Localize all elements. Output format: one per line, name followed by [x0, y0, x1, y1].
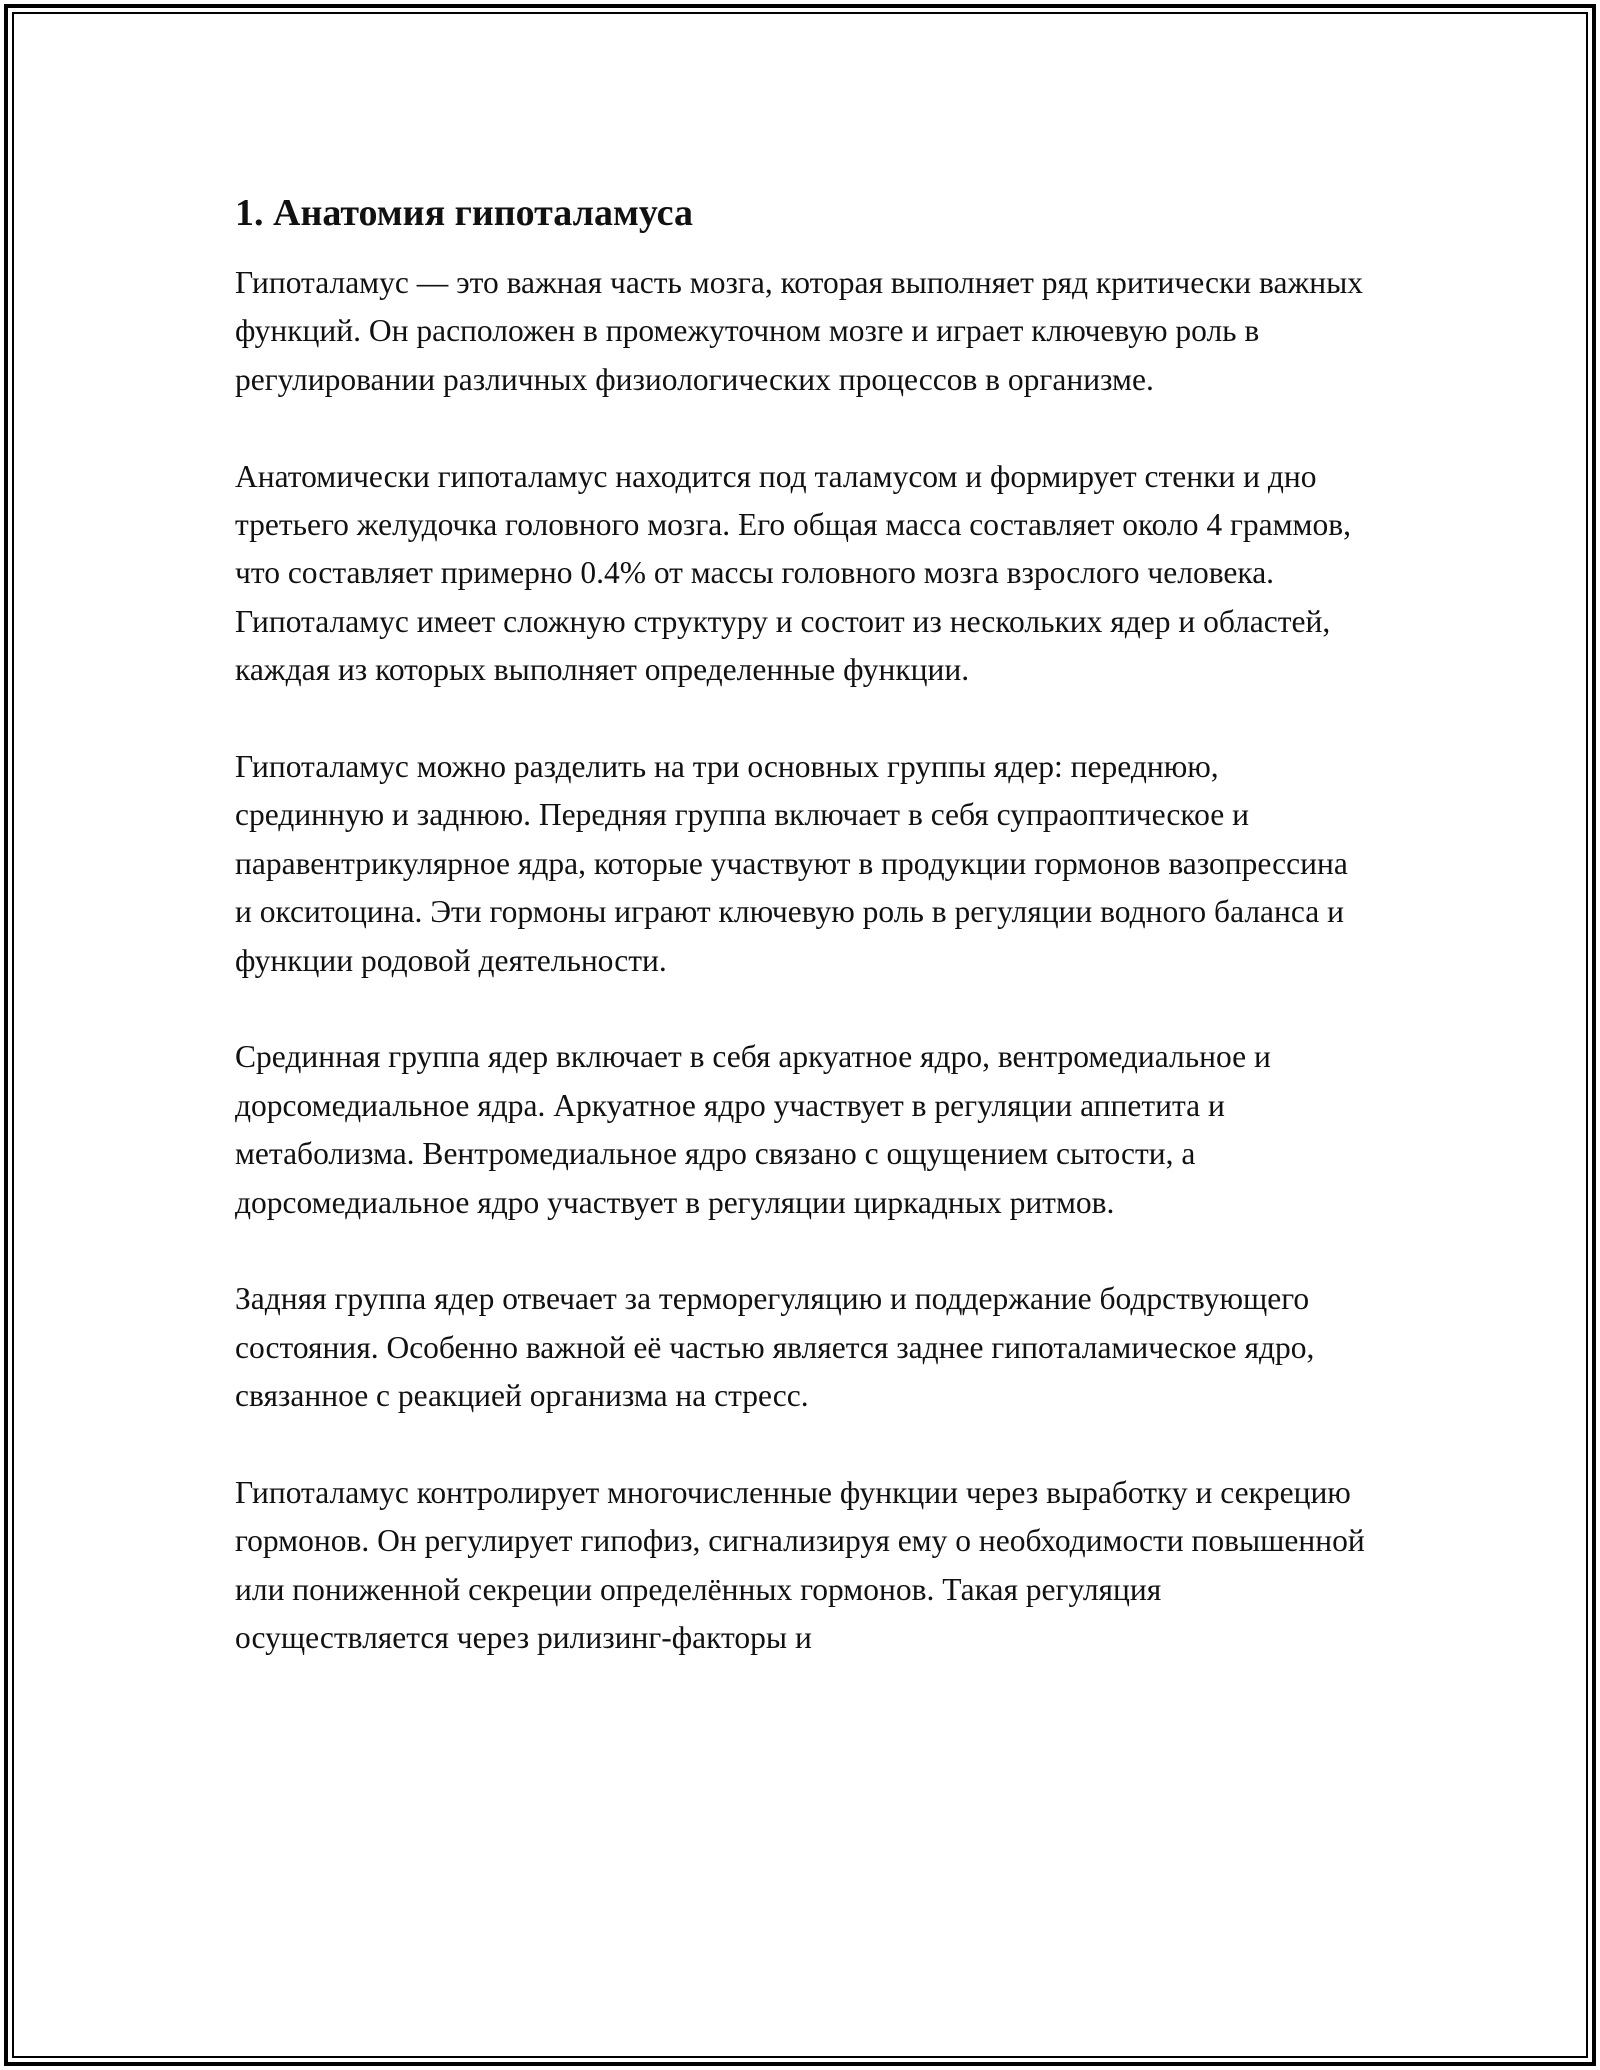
paragraph: Гипоталамус можно разделить на три основных группы ядер: переднюю, срединную и заднюю. Передняя группа включает в себя супраоптическое и паравентрикулярное ядра, которые участвуют в продукции гормонов вазопрессина и окситоцина. Эти гормоны играют ключевую роль в регуляции водного баланса и функции родовой деятельности.	[235, 749, 1348, 978]
paragraph: Гипоталамус — это важная часть мозга, которая выполняет ряд критически важных функций. Он расположен в промежуточном мозге и играет ключевую роль в регулировании различных физиологических процессов в организме.	[235, 265, 1364, 397]
section-heading: 1. Анатомия гипоталамуса	[235, 192, 694, 234]
document-body	[235, 185, 1370, 1711]
paragraph: Гипоталамус контролирует многочисленные функции через выработку и секрецию гормонов. Он регулирует гипофиз, сигнализируя ему о необходимости повышенной или пониженной секреции определённых гормонов. Такая регуляция осуществляется через рилизинг-факторы и	[235, 1475, 1365, 1656]
paragraph: Срединная группа ядер включает в себя аркуатное ядро, вентромедиальное и дорсомедиальное ядра. Аркуатное ядро участвует в регуляции аппетита и метаболизма. Вентромедиальное ядро связано с ощущением сытости, а дорсомедиальное ядро участвует в регуляции циркадных ритмов.	[235, 1039, 1271, 1220]
paragraph: Задняя группа ядер отвечает за терморегуляцию и поддержание бодрствующего состояния. Особенно важной её частью является заднее гипоталамическое ядро, связанное с реакцией организма на стресс.	[235, 1281, 1315, 1414]
paragraph: Анатомически гипоталамус находится под таламусом и формирует стенки и дно третьего желудочка головного мозга. Его общая масса составляет около 4 граммов, что составляет примерно 0.4% от массы головного мозга взрослого человека. Гипоталамус имеет сложную структуру и состоит из нескольких ядер и областей, каждая из которых выполняет определенные функции.	[235, 458, 1351, 688]
